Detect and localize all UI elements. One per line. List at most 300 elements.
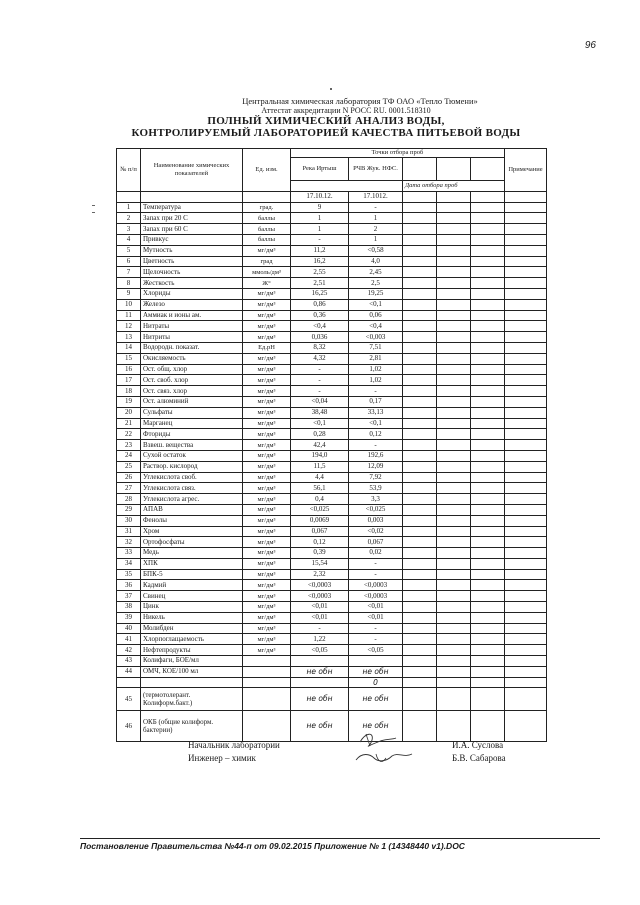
value-point3: [403, 450, 437, 461]
table-row: [117, 666, 547, 677]
value-point3: [403, 483, 437, 494]
table-row: [117, 537, 547, 548]
value-point4: [437, 202, 471, 213]
value-point1: [291, 656, 349, 667]
table-row: [117, 494, 547, 505]
value-point5: [471, 537, 505, 548]
note-cell: [505, 591, 547, 602]
col-date-label: Дата отбора проб: [403, 181, 505, 192]
row-number: 17: [117, 375, 141, 386]
value-point4: [437, 267, 471, 278]
col-unit-header: Ед. изм.: [243, 149, 291, 192]
value-point4: [437, 256, 471, 267]
table-row: [117, 634, 547, 645]
date-row-blank: [437, 191, 471, 202]
value-point2: 2: [349, 224, 403, 235]
value-point4: [437, 299, 471, 310]
value-point5: [471, 267, 505, 278]
value-point2: <0,4: [349, 321, 403, 332]
indicator-name: Хлориды: [141, 288, 243, 299]
row-number: 31: [117, 526, 141, 537]
value-point2-extra: 0: [349, 677, 403, 688]
row-number: 20: [117, 407, 141, 418]
indicator-unit: мг/дм³: [243, 299, 291, 310]
blank-cell: [243, 677, 291, 688]
value-point5: [471, 504, 505, 515]
indicator-name: Аммиак и ионы ам.: [141, 310, 243, 321]
value-point4: [437, 245, 471, 256]
value-point5: [471, 310, 505, 321]
row-number: 5: [117, 245, 141, 256]
value-point5: [471, 364, 505, 375]
value-point5: [471, 256, 505, 267]
row-number: 33: [117, 548, 141, 559]
row-number: 18: [117, 386, 141, 397]
indicator-unit: [243, 666, 291, 677]
value-point1: 1: [291, 213, 349, 224]
value-point4: [437, 353, 471, 364]
blank-cell: [141, 677, 243, 688]
value-point5: [471, 612, 505, 623]
date-row-blank: [243, 191, 291, 202]
indicator-unit: Ж°: [243, 278, 291, 289]
indicator-unit: мг/дм³: [243, 407, 291, 418]
sample-date-1: 17.10.12.: [291, 191, 349, 202]
value-point3: [403, 224, 437, 235]
row-number: 30: [117, 515, 141, 526]
value-point3: [403, 526, 437, 537]
table-row: [117, 504, 547, 515]
indicator-name: Сульфаты: [141, 407, 243, 418]
indicator-unit: мг/дм³: [243, 645, 291, 656]
table-row: [117, 515, 547, 526]
value-point2: <0,01: [349, 602, 403, 613]
indicator-name: Сухой остаток: [141, 450, 243, 461]
note-cell: [505, 656, 547, 667]
value-point2: -: [349, 440, 403, 451]
blank-cell: [471, 677, 505, 688]
value-point3: [403, 656, 437, 667]
value-point2: <0,003: [349, 332, 403, 343]
table-row: [117, 602, 547, 613]
value-point2: 2,81: [349, 353, 403, 364]
value-point5: [471, 440, 505, 451]
row-number: 28: [117, 494, 141, 505]
indicator-name: Нефтепродукты: [141, 645, 243, 656]
table-row: [117, 256, 547, 267]
row-number: 19: [117, 396, 141, 407]
note-cell: [505, 548, 547, 559]
indicator-unit: град.: [243, 202, 291, 213]
value-point2: <0,025: [349, 504, 403, 515]
value-point3: [403, 645, 437, 656]
note-cell: [505, 375, 547, 386]
table-row: [117, 591, 547, 602]
value-point4: [437, 558, 471, 569]
indicator-name: ХПК: [141, 558, 243, 569]
value-point4: [437, 234, 471, 245]
value-point3: [403, 580, 437, 591]
value-point5: [471, 278, 505, 289]
value-point4: [437, 688, 471, 711]
value-point4: [437, 342, 471, 353]
value-point2: 192,6: [349, 450, 403, 461]
value-point2: 7,92: [349, 472, 403, 483]
value-point2: 7,51: [349, 342, 403, 353]
table-row: [117, 580, 547, 591]
row-number: 14: [117, 342, 141, 353]
value-point5: [471, 688, 505, 711]
value-point2: 19,25: [349, 288, 403, 299]
value-point4: [437, 288, 471, 299]
row-number: 42: [117, 645, 141, 656]
value-point5: [471, 299, 505, 310]
value-point4: [437, 537, 471, 548]
table-row: [117, 278, 547, 289]
value-point3: [403, 429, 437, 440]
date-row-blank: [117, 191, 141, 202]
value-point1: <0,04: [291, 396, 349, 407]
row-number: 4: [117, 234, 141, 245]
value-point4: [437, 332, 471, 343]
value-point1: 16,25: [291, 288, 349, 299]
table-row-continuation: [117, 677, 547, 688]
value-point5: [471, 461, 505, 472]
table-row: [117, 321, 547, 332]
value-point1: 4,32: [291, 353, 349, 364]
indicator-name: Привкус: [141, 234, 243, 245]
value-point4: [437, 602, 471, 613]
value-point4: [437, 418, 471, 429]
table-row: [117, 526, 547, 537]
value-point1: 11,5: [291, 461, 349, 472]
row-number: 1: [117, 202, 141, 213]
table-row: [117, 548, 547, 559]
indicator-unit: мг/дм³: [243, 245, 291, 256]
handwritten-signature: [352, 728, 422, 768]
indicator-name: Ост. общ. хлор: [141, 364, 243, 375]
indicator-name: Запах при 20 С: [141, 213, 243, 224]
indicator-unit: мг/дм³: [243, 591, 291, 602]
value-point1: 11,2: [291, 245, 349, 256]
table-row: [117, 299, 547, 310]
value-point1: 2,51: [291, 278, 349, 289]
value-point3: [403, 548, 437, 559]
indicator-unit: мг/дм³: [243, 602, 291, 613]
col-point5-header: [471, 158, 505, 181]
value-point5: [471, 375, 505, 386]
value-point2: 1,02: [349, 375, 403, 386]
doc-title-line2: КОНТРОЛИРУЕМЫЙ ЛАБОРАТОРИЕЙ КАЧЕСТВА ПИТЬЕВОЙ ВОДЫ: [131, 127, 521, 139]
note-cell: [505, 461, 547, 472]
value-point2: 0,02: [349, 548, 403, 559]
value-point5: [471, 407, 505, 418]
value-point2: 1,02: [349, 364, 403, 375]
value-point1: <0,025: [291, 504, 349, 515]
value-point1: <0,4: [291, 321, 349, 332]
indicator-unit: мг/дм³: [243, 472, 291, 483]
col-name-header: Наименование химических показателей: [141, 149, 243, 192]
indicator-name: Щелочность: [141, 267, 243, 278]
row-number: 9: [117, 288, 141, 299]
value-point4: [437, 483, 471, 494]
table-row: [117, 245, 547, 256]
value-point5: [471, 429, 505, 440]
value-point3: [403, 612, 437, 623]
value-point4: [437, 623, 471, 634]
value-point4: [437, 569, 471, 580]
note-cell: [505, 472, 547, 483]
value-point5: [471, 558, 505, 569]
date-row-blank: [471, 191, 505, 202]
row-number: 39: [117, 612, 141, 623]
value-point2: -: [349, 623, 403, 634]
value-point5: [471, 483, 505, 494]
sample-date-2: 17.1012.: [349, 191, 403, 202]
value-point4: [437, 213, 471, 224]
value-point3: [403, 461, 437, 472]
row-number: 7: [117, 267, 141, 278]
value-point3: [403, 213, 437, 224]
indicator-unit: [243, 688, 291, 711]
value-point1: 16,2: [291, 256, 349, 267]
value-point4: [437, 429, 471, 440]
note-cell: [505, 526, 547, 537]
value-point4: [437, 461, 471, 472]
row-number: 8: [117, 278, 141, 289]
indicator-name: Хром: [141, 526, 243, 537]
note-cell: [505, 224, 547, 235]
value-point5: [471, 494, 505, 505]
row-number: 37: [117, 591, 141, 602]
lab-name: Центральная химическая лаборатория ТФ ОАО «Тепло Тюмени»: [242, 96, 478, 106]
row-number: 11: [117, 310, 141, 321]
note-cell: [505, 558, 547, 569]
accreditation: Аттестат аккредитации N РОСС RU. 0001.518310: [261, 106, 431, 115]
note-cell: [505, 245, 547, 256]
document-footer: Постановление Правительства №44-п от 09.02.2015 Приложение № 1 (14348440 v1).DOC: [80, 838, 600, 851]
value-point1: -: [291, 386, 349, 397]
value-point5: [471, 634, 505, 645]
value-point1: 42,4: [291, 440, 349, 451]
blank-cell: [505, 677, 547, 688]
value-point2: 0,067: [349, 537, 403, 548]
indicator-unit: мг/дм³: [243, 440, 291, 451]
value-point4: [437, 386, 471, 397]
indicator-unit: [243, 711, 291, 742]
row-number: 16: [117, 364, 141, 375]
value-point3: [403, 245, 437, 256]
note-cell: [505, 666, 547, 677]
col-point4-header: [437, 158, 471, 181]
value-point1: <0,1: [291, 418, 349, 429]
signatory-names: [452, 740, 506, 766]
table-row: [117, 656, 547, 667]
indicator-unit: мг/дм³: [243, 461, 291, 472]
indicator-name: АПАВ: [141, 504, 243, 515]
col-note-header: Примечание: [505, 149, 547, 192]
table-row: [117, 418, 547, 429]
note-cell: [505, 396, 547, 407]
indicator-name: Никель: [141, 612, 243, 623]
blank-cell: [403, 677, 437, 688]
table-row: [117, 645, 547, 656]
value-point1: 8,32: [291, 342, 349, 353]
value-point5: [471, 656, 505, 667]
indicator-name: Жесткость: [141, 278, 243, 289]
value-point4: [437, 645, 471, 656]
indicator-name: Колифаги, БОЕ/мл: [141, 656, 243, 667]
value-point3: [403, 267, 437, 278]
value-point2: 2,45: [349, 267, 403, 278]
value-point5: [471, 645, 505, 656]
indicator-name: БПК-5: [141, 569, 243, 580]
value-point2: -: [349, 558, 403, 569]
value-point3: [403, 494, 437, 505]
value-point4: [437, 321, 471, 332]
row-number: 6: [117, 256, 141, 267]
value-point2: <0,0003: [349, 591, 403, 602]
value-point1: 0,28: [291, 429, 349, 440]
indicator-name: Фенолы: [141, 515, 243, 526]
indicator-unit: град: [243, 256, 291, 267]
indicator-name: Ост. алюминий: [141, 396, 243, 407]
table-row: [117, 375, 547, 386]
value-point5: [471, 472, 505, 483]
value-point3: [403, 342, 437, 353]
value-point4: [437, 440, 471, 451]
value-point2: 0,06: [349, 310, 403, 321]
indicator-unit: мг/дм³: [243, 580, 291, 591]
value-point1: 0,12: [291, 537, 349, 548]
note-cell: [505, 418, 547, 429]
note-cell: [505, 494, 547, 505]
value-point5: [471, 569, 505, 580]
margin-mark: [92, 205, 95, 206]
indicator-unit: мг/дм³: [243, 569, 291, 580]
value-point4: [437, 526, 471, 537]
table-row: [117, 461, 547, 472]
row-number: 29: [117, 504, 141, 515]
indicator-unit: мг/дм³: [243, 623, 291, 634]
value-point4: [437, 375, 471, 386]
row-number: 15: [117, 353, 141, 364]
value-point5: [471, 580, 505, 591]
indicator-name: Температура: [141, 202, 243, 213]
indicator-unit: мг/дм³: [243, 558, 291, 569]
indicator-name: Водородн. показат.: [141, 342, 243, 353]
row-number: 13: [117, 332, 141, 343]
value-point4: [437, 504, 471, 515]
indicator-name: Запах при 60 С: [141, 224, 243, 235]
value-point3: [403, 386, 437, 397]
chemical-engineer-title: Инженер – химик: [188, 753, 256, 763]
value-point4: [437, 612, 471, 623]
value-point4: [437, 656, 471, 667]
value-point3: [403, 440, 437, 451]
indicator-unit: мг/дм³: [243, 418, 291, 429]
value-point5: [471, 245, 505, 256]
indicator-unit: мг/дм³: [243, 429, 291, 440]
indicator-unit: Ед.рН: [243, 342, 291, 353]
value-point3: [403, 278, 437, 289]
note-cell: [505, 299, 547, 310]
indicator-name: Железо: [141, 299, 243, 310]
note-cell: [505, 342, 547, 353]
row-number: 46: [117, 711, 141, 742]
indicator-name: Окисляемость: [141, 353, 243, 364]
value-point3: [403, 472, 437, 483]
table-row: [117, 450, 547, 461]
value-point3: [403, 310, 437, 321]
row-number: 34: [117, 558, 141, 569]
col-blank-date: [291, 181, 403, 192]
row-number: 32: [117, 537, 141, 548]
indicator-name: ОМЧ, КОЕ/100 мл: [141, 666, 243, 677]
note-cell: [505, 288, 547, 299]
value-point1: <0,01: [291, 602, 349, 613]
page-number: 96: [584, 40, 596, 51]
value-point3: [403, 688, 437, 711]
indicator-unit: мг/дм³: [243, 526, 291, 537]
table-row: [117, 332, 547, 343]
note-cell: [505, 634, 547, 645]
value-point1: 1: [291, 224, 349, 235]
table-row: [117, 386, 547, 397]
value-point3: [403, 591, 437, 602]
value-point4: [437, 472, 471, 483]
indicator-unit: баллы: [243, 234, 291, 245]
indicator-unit: мг/дм³: [243, 364, 291, 375]
indicator-name: Углекислота агрес.: [141, 494, 243, 505]
value-point3: [403, 234, 437, 245]
value-point1: не обн: [291, 711, 349, 742]
value-point4: [437, 224, 471, 235]
note-cell: [505, 202, 547, 213]
doc-title-line1: ПОЛНЫЙ ХИМИЧЕСКИЙ АНАЛИЗ ВОДЫ,: [207, 115, 445, 127]
indicator-name: ОКБ (общие колиформ. бактерии): [141, 711, 243, 742]
indicator-name: Нитраты: [141, 321, 243, 332]
row-number: 21: [117, 418, 141, 429]
value-point3: [403, 256, 437, 267]
signatory-titles: [188, 740, 280, 766]
value-point1: 0,4: [291, 494, 349, 505]
indicator-unit: ммоль/дм³: [243, 267, 291, 278]
value-point1: 38,48: [291, 407, 349, 418]
value-point3: [403, 321, 437, 332]
indicator-unit: мг/дм³: [243, 396, 291, 407]
value-point1: -: [291, 375, 349, 386]
value-point1: 15,54: [291, 558, 349, 569]
value-point2: 0,17: [349, 396, 403, 407]
indicator-unit: мг/дм³: [243, 515, 291, 526]
value-point1: 0,067: [291, 526, 349, 537]
note-cell: [505, 310, 547, 321]
note-cell: [505, 688, 547, 711]
head-of-lab-name: И.А. Суслова: [452, 740, 504, 750]
note-cell: [505, 407, 547, 418]
col-point1-header: Река Иртыш: [291, 158, 349, 181]
indicator-unit: мг/дм³: [243, 612, 291, 623]
value-point2: 12,09: [349, 461, 403, 472]
value-point3: [403, 623, 437, 634]
value-point4: [437, 515, 471, 526]
indicator-name: Нитриты: [141, 332, 243, 343]
col-point3-header: [403, 158, 437, 181]
value-point4: [437, 494, 471, 505]
indicator-name: Медь: [141, 548, 243, 559]
indicator-unit: баллы: [243, 224, 291, 235]
